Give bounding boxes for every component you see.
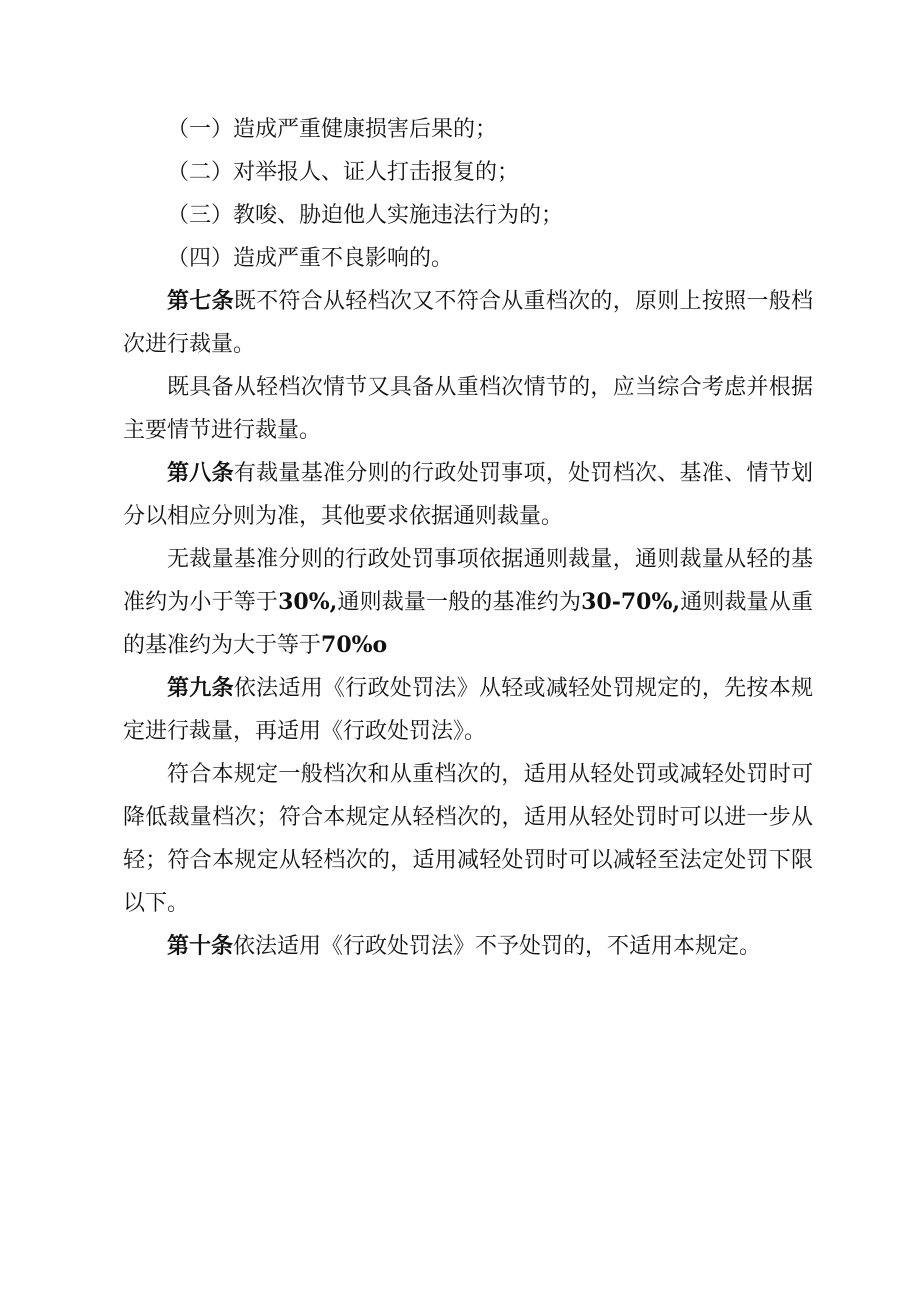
article-heading: 第八条 [167, 460, 234, 486]
article-8 [123, 452, 813, 538]
article-7 [123, 280, 813, 366]
article-text: 依法适用《行政处罚法》不予处罚的，不适用本规定。 [233, 934, 762, 959]
paragraph-item-3 [123, 194, 813, 237]
benchmark-value-general: 30-70%, [581, 589, 681, 615]
article-heading: 第十条 [167, 933, 234, 959]
paragraph-text: 通则裁量一般的基准约为 [337, 590, 582, 615]
article-9 [123, 667, 813, 753]
paragraph-text: （四）造成严重不良影响的。 [167, 246, 454, 271]
paragraph-text: 通则裁量从重的基准约为大于等于 [123, 590, 813, 658]
paragraph-text: 符合本规定一般档次和从重档次的，适用从轻处罚或减轻处罚时可降低裁量档次；符合本规定从轻档次的，适用从轻处罚时可以进一步从轻；符合本规定从轻档次的，适用减轻处罚时可以减轻至法定处罚下限以下。 [123, 762, 813, 916]
article-10 [123, 925, 813, 968]
benchmark-value-light: 30%, [278, 589, 338, 615]
article-8-paragraph-2 [123, 538, 813, 667]
paragraph-text: （一）造成严重健康损害后果的； [167, 117, 498, 142]
article-7-paragraph-2 [123, 366, 813, 452]
document-body [123, 108, 813, 968]
paragraph-text: 既具备从轻档次情节又具备从重档次情节的，应当综合考虑并根据主要情节进行裁量。 [123, 375, 813, 443]
article-heading: 第七条 [167, 288, 234, 314]
paragraph-text: （二）对举报人、证人打击报复的； [167, 160, 520, 185]
paragraph-item-2 [123, 151, 813, 194]
paragraph-item-1 [123, 108, 813, 151]
paragraph-text: （三）教唆、胁迫他人实施违法行为的； [167, 203, 564, 228]
article-9-paragraph-2 [123, 753, 813, 925]
article-text: 依法适用《行政处罚法》从轻或减轻处罚规定的，先按本规定进行裁量，再适用《行政处罚法》。 [123, 676, 813, 744]
paragraph-item-4 [123, 237, 813, 280]
benchmark-value-heavy: 70%o [321, 632, 388, 658]
article-heading: 第九条 [167, 675, 234, 701]
paragraph-text: 无裁量基准分则的行政处罚事项依据通则裁量，通则裁量从轻的基准约为小于等于 [123, 547, 813, 615]
article-text: 有裁量基准分则的行政处罚事项，处罚档次、基准、情节划分以相应分则为准，其他要求依据通则裁量。 [123, 461, 813, 529]
article-text: 既不符合从轻档次又不符合从重档次的，原则上按照一般档次进行裁量。 [123, 289, 813, 357]
